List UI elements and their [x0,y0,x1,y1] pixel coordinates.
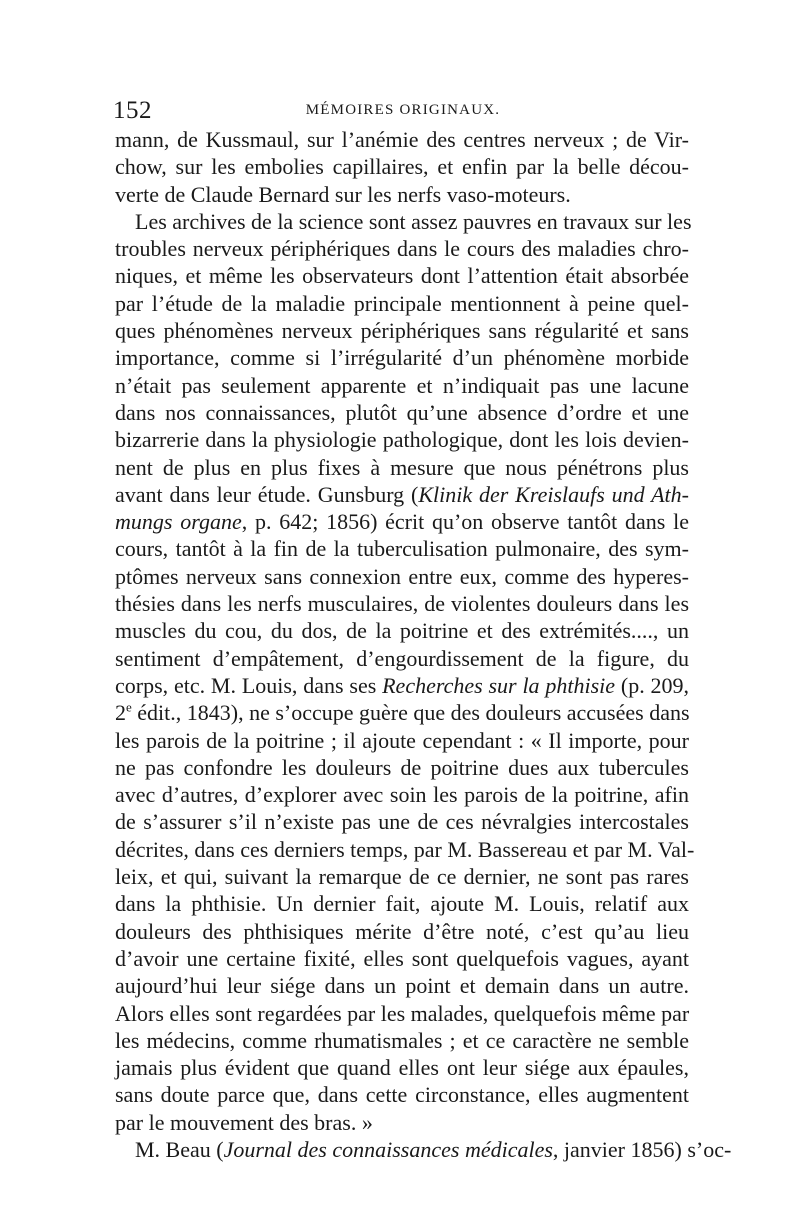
text-line: d’avoir une certaine fixité, elles sont quelquefois vagues, ayant [115,945,689,971]
text-segment: corps, etc. M. Louis, dans ses [115,672,383,698]
text-line: Alors elles sont regardées par les malades, quelquefois même par [115,1000,690,1026]
text-line: jamais plus évident que quand elles ont leur siége aux épaules, [115,1055,689,1081]
text-segment: (p. 209, [615,672,690,698]
citation-title: Klinik der Kreislaufs und Ath- [418,481,689,507]
text-segment: avant dans leur étude. Gunsburg ( [115,481,419,507]
text-segment: M. Beau ( [135,1136,224,1162]
page-number: 152 [113,97,152,124]
text-line: bizarrerie dans la physiologie pathologique, dont les lois devien- [115,427,689,453]
text-line: par l’étude de la maladie principale mentionnent à peine quel- [115,290,689,316]
text-line [115,481,689,508]
text-line: dans la phthisie. Un dernier fait, ajoute M. Louis, relatif aux [115,891,689,917]
text-line [115,508,689,535]
paragraph-first-line [115,1136,732,1163]
text-line: leix, et qui, suivant la remarque de ce dernier, ne sont pas rares [115,864,689,890]
text-line: de s’assurer s’il n’existe pas une de ces névralgies intercostales [115,809,689,835]
text-line: sentiment d’empâtement, d’engourdissement de la figure, du [115,645,689,671]
citation-title: mungs organe [115,509,242,535]
text-line: les parois de la poitrine ; il ajoute cependant : « Il importe, pour [115,727,689,753]
text-segment: , p. 642; 1856) écrit qu’on observe tantôt dans le [241,509,689,535]
text-line: décrites, dans ces derniers temps, par M. Bassereau et par M. Val- [115,836,695,862]
text-line: avec d’autres, d’explorer avec soin les parois de la poitrine, afin [115,782,689,808]
text-line: nent de plus en plus fixes à mesure que nous pénétrons plus [115,454,689,480]
text-line: ques phénomènes nerveux périphériques sans régularité et sans [115,318,689,344]
paragraph-first-line: Les archives de la science sont assez pauvres en travaux sur les [135,208,692,234]
text-segment: 2 [115,700,126,726]
text-line: douleurs des phthisiques mérite d’être noté, c’est qu’au lieu [115,918,689,944]
text-line: aujourd’hui leur siége dans un point et demain dans un autre. [115,973,689,999]
page-header [113,97,693,127]
text-line [115,672,689,699]
text-line: ptômes nerveux sans connexion entre eux, comme des hyperes- [115,563,689,589]
text-line: importance, comme si l’irrégularité d’un phénomène morbide [115,345,689,371]
text-line: n’était pas seulement apparente et n’indiquait pas une lacune [115,372,689,398]
text-line: muscles du cou, du dos, de la poitrine et des extrémités...., un [115,618,689,644]
text-line [115,699,689,726]
text-line: ne pas confondre les douleurs de poitrine dues aux tubercules [115,754,689,780]
body-text [115,126,732,1163]
text-line: chow, sur les embolies capillaires, et enfin par la belle décou- [115,154,689,180]
text-line: thésies dans les nerfs musculaires, de violentes douleurs dans les [115,591,689,617]
citation-title: Recherches sur la phthisie [382,672,616,698]
superscript: e [126,699,132,715]
citation-title: Journal des connaissances médicales [223,1136,553,1162]
text-line: verte de Claude Bernard sur les nerfs vaso-moteurs. [115,181,571,207]
text-line: mann, de Kussmaul, sur l’anémie des centres nerveux ; de Vir- [115,127,689,152]
text-line: cours, tantôt à la fin de la tuberculisation pulmonaire, des sym- [115,536,689,562]
text-segment: édit., 1843), ne s’occupe guère que des douleurs accusées dans [131,700,690,726]
text-line: les médecins, comme rhumatismales ; et ce caractère ne semble [115,1027,689,1053]
text-line: sans doute parce que, dans cette circonstance, elles augmentent [115,1082,689,1108]
text-line: troubles nerveux périphériques dans le cours des maladies chro- [115,236,689,262]
running-title: MÉMOIRES ORIGINAUX. [305,102,501,118]
text-line: dans nos connaissances, plutôt qu’une absence d’ordre et une [115,399,689,425]
text-segment: , janvier 1856) s’oc- [552,1136,732,1162]
text-line: niques, et même les observateurs dont l’attention était absorbée [115,263,689,289]
text-line: par le mouvement des bras. » [115,1109,373,1135]
